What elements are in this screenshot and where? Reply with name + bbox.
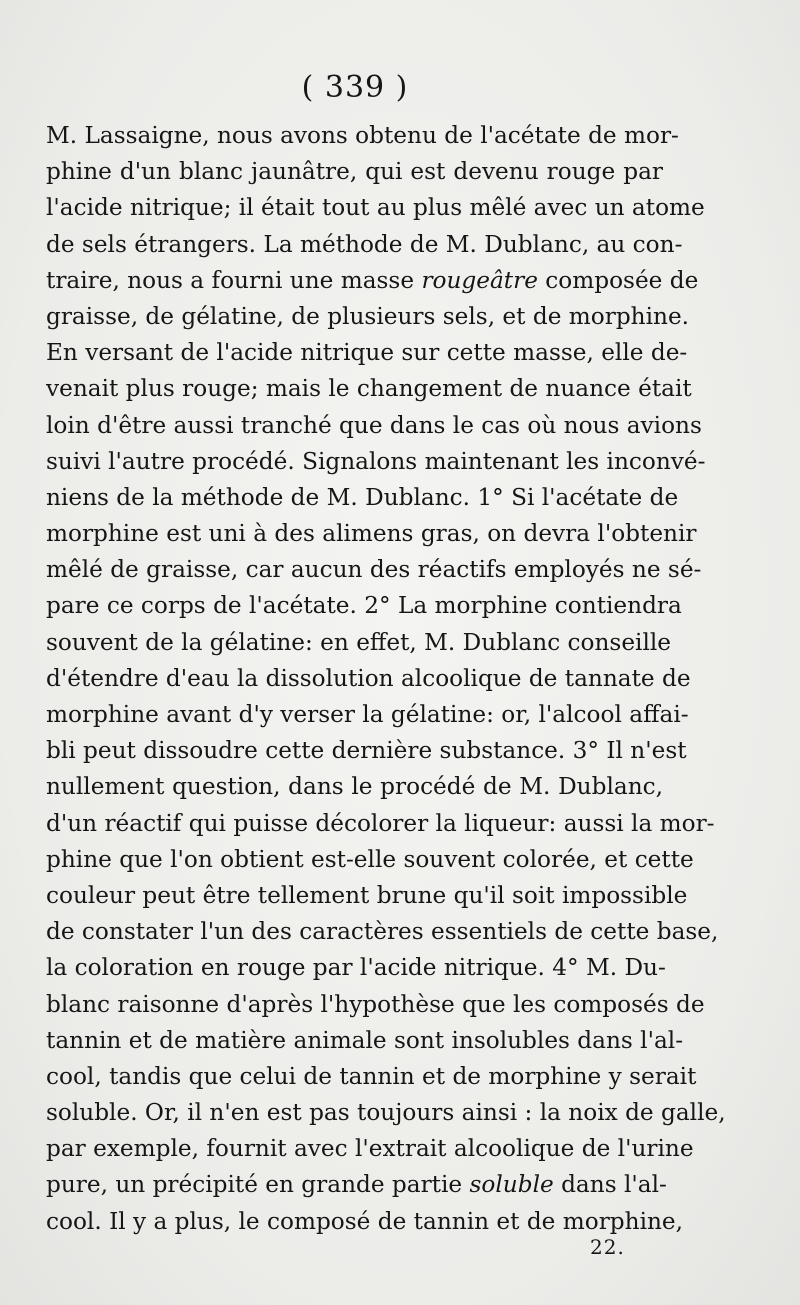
text-line: couleur peut être tellement brune qu'il soit impossible	[46, 881, 688, 909]
text-line: phine d'un blanc jaunâtre, qui est devenu rouge par	[46, 158, 663, 186]
text-line: de sels étrangers. La méthode de M. Dublanc, au con-	[46, 230, 683, 258]
text-line: morphine est uni à des alimens gras, on devra l'obtenir	[46, 520, 697, 548]
text-line: bli peut dissoudre cette dernière substance. 3° Il n'est	[46, 737, 687, 765]
page-number: ( 339 )	[301, 70, 409, 105]
text-line: mêlé de graisse, car aucun des réactifs employés ne sé-	[46, 556, 702, 584]
text-line: tannin et de matière animale sont insolubles dans l'al-	[46, 1026, 684, 1054]
text-line: phine que l'on obtient est-elle souvent colorée, et cette	[46, 845, 694, 873]
text-line: de constater l'un des caractères essentiels de cette base,	[46, 918, 719, 946]
text-line: la coloration en rouge par l'acide nitrique. 4° M. Du-	[46, 954, 666, 982]
text-line: l'acide nitrique; il était tout au plus mêlé avec un atome	[46, 194, 705, 222]
text-line: venait plus rouge; mais le changement de nuance était	[46, 375, 692, 403]
text-line: pure, un précipité en grande partie soluble dans l'al-	[46, 1171, 667, 1199]
text-line: cool. Il y a plus, le composé de tannin et de morphine,	[46, 1207, 684, 1235]
text-line: souvent de la gélatine: en effet, M. Dublanc conseille	[46, 628, 672, 656]
text-line: niens de la méthode de M. Dublanc. 1° Si l'acétate de	[46, 483, 679, 511]
text-line: soluble. Or, il n'en est pas toujours ainsi : la noix de galle,	[46, 1099, 726, 1127]
text-line: pare ce corps de l'acétate. 2° La morphine contiendra	[46, 592, 682, 620]
signature-mark: 22.	[590, 1235, 625, 1259]
text-line: loin d'être aussi tranché que dans le cas où nous avions	[46, 411, 702, 439]
text-line: par exemple, fournit avec l'extrait alcoolique de l'urine	[46, 1135, 694, 1163]
text-line: traire, nous a fourni une masse rougeâtre composée de	[46, 266, 699, 294]
text-line: morphine avant d'y verser la gélatine: or, l'alcool affai-	[46, 701, 689, 728]
text-line: cool, tandis que celui de tannin et de morphine y serait	[46, 1062, 697, 1090]
text-line: M. Lassaigne, nous avons obtenu de l'acétate de mor-	[46, 122, 679, 149]
text-line: d'un réactif qui puisse décolorer la liqueur: aussi la mor-	[46, 809, 715, 837]
text-line: d'étendre d'eau la dissolution alcoolique de tannate de	[46, 664, 691, 692]
text-line: En versant de l'acide nitrique sur cette masse, elle de-	[46, 339, 688, 367]
text-line: graisse, de gélatine, de plusieurs sels, et de morphine.	[46, 302, 690, 330]
text-line: nullement question, dans le procédé de M. Dublanc,	[46, 773, 663, 801]
text-line: suivi l'autre procédé. Signalons maintenant les inconvé-	[46, 447, 706, 475]
body-text	[46, 118, 726, 1240]
text-line: blanc raisonne d'après l'hypothèse que les composés de	[46, 990, 705, 1018]
